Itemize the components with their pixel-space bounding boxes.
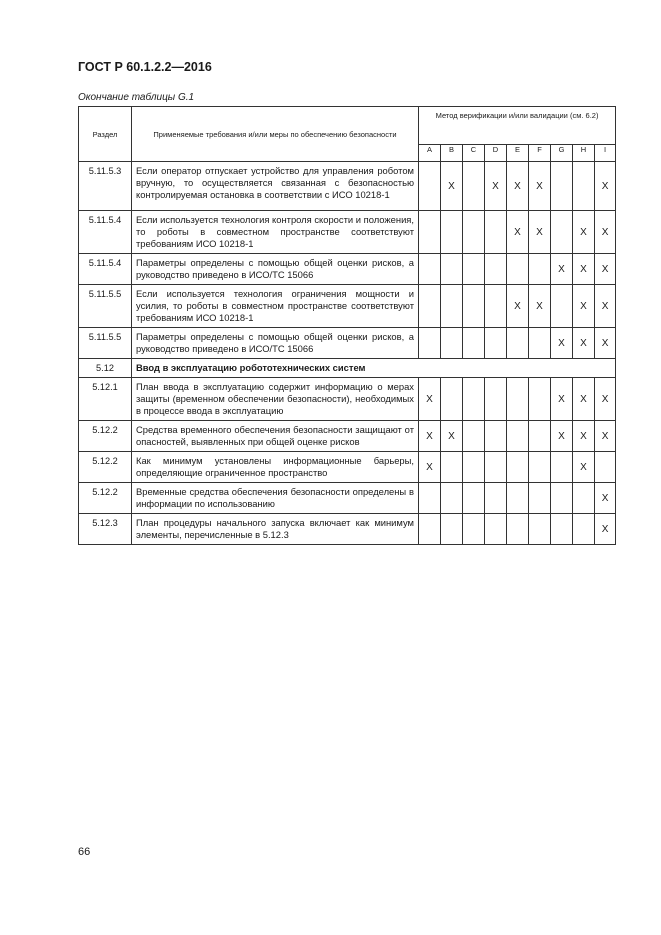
cell-method-g <box>551 285 573 328</box>
cell-method-g <box>551 483 573 514</box>
cell-method-h <box>573 514 595 545</box>
cell-section: 5.12.3 <box>79 514 132 545</box>
cell-method-c <box>463 378 485 421</box>
cell-method-f <box>529 328 551 359</box>
cell-method-g: X <box>551 421 573 452</box>
cell-method-c <box>463 254 485 285</box>
cell-method-e <box>507 452 529 483</box>
cell-method-c <box>463 452 485 483</box>
cell-method-f <box>529 514 551 545</box>
cell-method-f <box>529 452 551 483</box>
cell-method-b: X <box>441 421 463 452</box>
cell-method-e <box>507 514 529 545</box>
cell-requirement: Временные средства обеспечения безопасности определены в информации по использованию <box>132 483 419 514</box>
method-letter-i: I <box>595 145 616 162</box>
cell-method-e: X <box>507 285 529 328</box>
cell-method-e <box>507 421 529 452</box>
cell-method-e <box>507 378 529 421</box>
cell-section: 5.11.5.3 <box>79 162 132 211</box>
table-row <box>79 452 616 483</box>
cell-method-i: X <box>595 254 616 285</box>
cell-method-c <box>463 162 485 211</box>
cell-method-b: X <box>441 162 463 211</box>
table-row <box>79 211 616 254</box>
table-body <box>79 162 616 545</box>
cell-method-f: X <box>529 285 551 328</box>
header-section: Раздел <box>79 107 132 162</box>
cell-method-f <box>529 254 551 285</box>
cell-group-title: Ввод в эксплуатацию робототехнических систем <box>132 359 616 378</box>
cell-method-h: X <box>573 211 595 254</box>
table-caption: Окончание таблицы G.1 <box>78 92 195 103</box>
cell-requirement: Если используется технология контроля скорости и положения, то роботы в совместном пространстве соответствуют требованиям ИСО 10218-1 <box>132 211 419 254</box>
cell-requirement: Средства временного обеспечения безопасности защищают от опасностей, выявленных при общей оценке рисков <box>132 421 419 452</box>
cell-method-i: X <box>595 285 616 328</box>
cell-method-g: X <box>551 378 573 421</box>
cell-method-c <box>463 328 485 359</box>
cell-method-h: X <box>573 328 595 359</box>
cell-method-a <box>419 328 441 359</box>
cell-section: 5.11.5.4 <box>79 254 132 285</box>
cell-method-e <box>507 483 529 514</box>
cell-method-g <box>551 514 573 545</box>
header-requirements: Применяемые требования и/или меры по обеспечению безопасности <box>132 107 419 162</box>
cell-requirement: Параметры определены с помощью общей оценки рисков, а руководство приведено в ИСО/ТС 15066 <box>132 328 419 359</box>
cell-requirement: Если используется технология ограничения мощности и усилия, то роботы в совместном пространстве соответствуют требованиям ИСО 10218-1 <box>132 285 419 328</box>
table-row <box>79 378 616 421</box>
cell-method-a <box>419 514 441 545</box>
cell-method-h: X <box>573 254 595 285</box>
cell-section: 5.11.5.5 <box>79 328 132 359</box>
cell-requirement: Если оператор отпускает устройство для управления роботом вручную, то осуществляется связанная с безопасностью контролируемая остановка в соответствии с ИСО 10218-1 <box>132 162 419 211</box>
cell-method-d: X <box>485 162 507 211</box>
cell-section: 5.11.5.4 <box>79 211 132 254</box>
verification-table <box>78 106 616 545</box>
cell-method-b <box>441 328 463 359</box>
cell-method-h <box>573 162 595 211</box>
cell-method-g <box>551 211 573 254</box>
cell-method-g <box>551 452 573 483</box>
cell-method-d <box>485 378 507 421</box>
document-standard-header: ГОСТ Р 60.1.2.2—2016 <box>78 60 212 74</box>
cell-method-i: X <box>595 483 616 514</box>
cell-requirement: Параметры определены с помощью общей оценки рисков, а руководство приведено в ИСО/ТС 15066 <box>132 254 419 285</box>
cell-method-h: X <box>573 285 595 328</box>
table-row <box>79 421 616 452</box>
cell-requirement: Как минимум установлены информационные барьеры, определяющие ограниченное пространство <box>132 452 419 483</box>
cell-method-b <box>441 452 463 483</box>
table-row <box>79 483 616 514</box>
header-methods: Метод верификации и/или валидации (см. 6.2) <box>419 107 616 145</box>
cell-method-c <box>463 514 485 545</box>
table-group-row <box>79 359 616 378</box>
cell-method-e <box>507 254 529 285</box>
cell-method-a: X <box>419 421 441 452</box>
cell-method-e: X <box>507 211 529 254</box>
cell-method-b <box>441 514 463 545</box>
cell-method-h: X <box>573 378 595 421</box>
cell-method-f <box>529 483 551 514</box>
cell-method-d <box>485 514 507 545</box>
cell-method-b <box>441 285 463 328</box>
method-letter-e: E <box>507 145 529 162</box>
cell-method-a <box>419 483 441 514</box>
table-row <box>79 162 616 211</box>
table-row <box>79 514 616 545</box>
method-letter-c: C <box>463 145 485 162</box>
cell-method-h: X <box>573 452 595 483</box>
cell-method-i: X <box>595 211 616 254</box>
cell-method-f <box>529 378 551 421</box>
method-letter-f: F <box>529 145 551 162</box>
cell-section: 5.12 <box>79 359 132 378</box>
cell-method-d <box>485 421 507 452</box>
method-letter-g: G <box>551 145 573 162</box>
cell-method-a <box>419 285 441 328</box>
cell-method-e: X <box>507 162 529 211</box>
cell-method-g: X <box>551 328 573 359</box>
cell-method-d <box>485 211 507 254</box>
method-letter-h: H <box>573 145 595 162</box>
cell-method-d <box>485 328 507 359</box>
cell-method-h <box>573 483 595 514</box>
cell-method-i: X <box>595 378 616 421</box>
cell-method-a: X <box>419 452 441 483</box>
cell-method-b <box>441 254 463 285</box>
cell-method-a: X <box>419 378 441 421</box>
cell-section: 5.11.5.5 <box>79 285 132 328</box>
cell-method-i: X <box>595 162 616 211</box>
cell-method-i: X <box>595 514 616 545</box>
method-letter-b: B <box>441 145 463 162</box>
cell-method-b <box>441 211 463 254</box>
cell-method-a <box>419 211 441 254</box>
cell-requirement: План ввода в эксплуатацию содержит информацию о мерах защиты (временном обеспечении безопасности), необходимых в процессе ввода в эксплуатацию <box>132 378 419 421</box>
cell-method-c <box>463 421 485 452</box>
table-row <box>79 254 616 285</box>
cell-method-i: X <box>595 328 616 359</box>
cell-section: 5.12.2 <box>79 452 132 483</box>
cell-method-b <box>441 378 463 421</box>
cell-method-f: X <box>529 211 551 254</box>
cell-requirement: План процедуры начального запуска включает как минимум элементы, перечисленные в 5.12.3 <box>132 514 419 545</box>
method-letter-d: D <box>485 145 507 162</box>
cell-method-e <box>507 328 529 359</box>
table-row <box>79 285 616 328</box>
cell-section: 5.12.2 <box>79 483 132 514</box>
cell-method-a <box>419 254 441 285</box>
cell-method-f: X <box>529 162 551 211</box>
cell-method-a <box>419 162 441 211</box>
cell-method-c <box>463 211 485 254</box>
method-letter-a: A <box>419 145 441 162</box>
cell-method-g <box>551 162 573 211</box>
cell-method-i: X <box>595 421 616 452</box>
cell-method-c <box>463 483 485 514</box>
table-row <box>79 328 616 359</box>
cell-method-b <box>441 483 463 514</box>
cell-method-d <box>485 483 507 514</box>
cell-method-d <box>485 285 507 328</box>
cell-method-d <box>485 452 507 483</box>
cell-section: 5.12.2 <box>79 421 132 452</box>
cell-method-f <box>529 421 551 452</box>
cell-method-i <box>595 452 616 483</box>
cell-method-h: X <box>573 421 595 452</box>
cell-method-g: X <box>551 254 573 285</box>
cell-method-c <box>463 285 485 328</box>
cell-section: 5.12.1 <box>79 378 132 421</box>
page-number: 66 <box>78 846 91 858</box>
cell-method-d <box>485 254 507 285</box>
